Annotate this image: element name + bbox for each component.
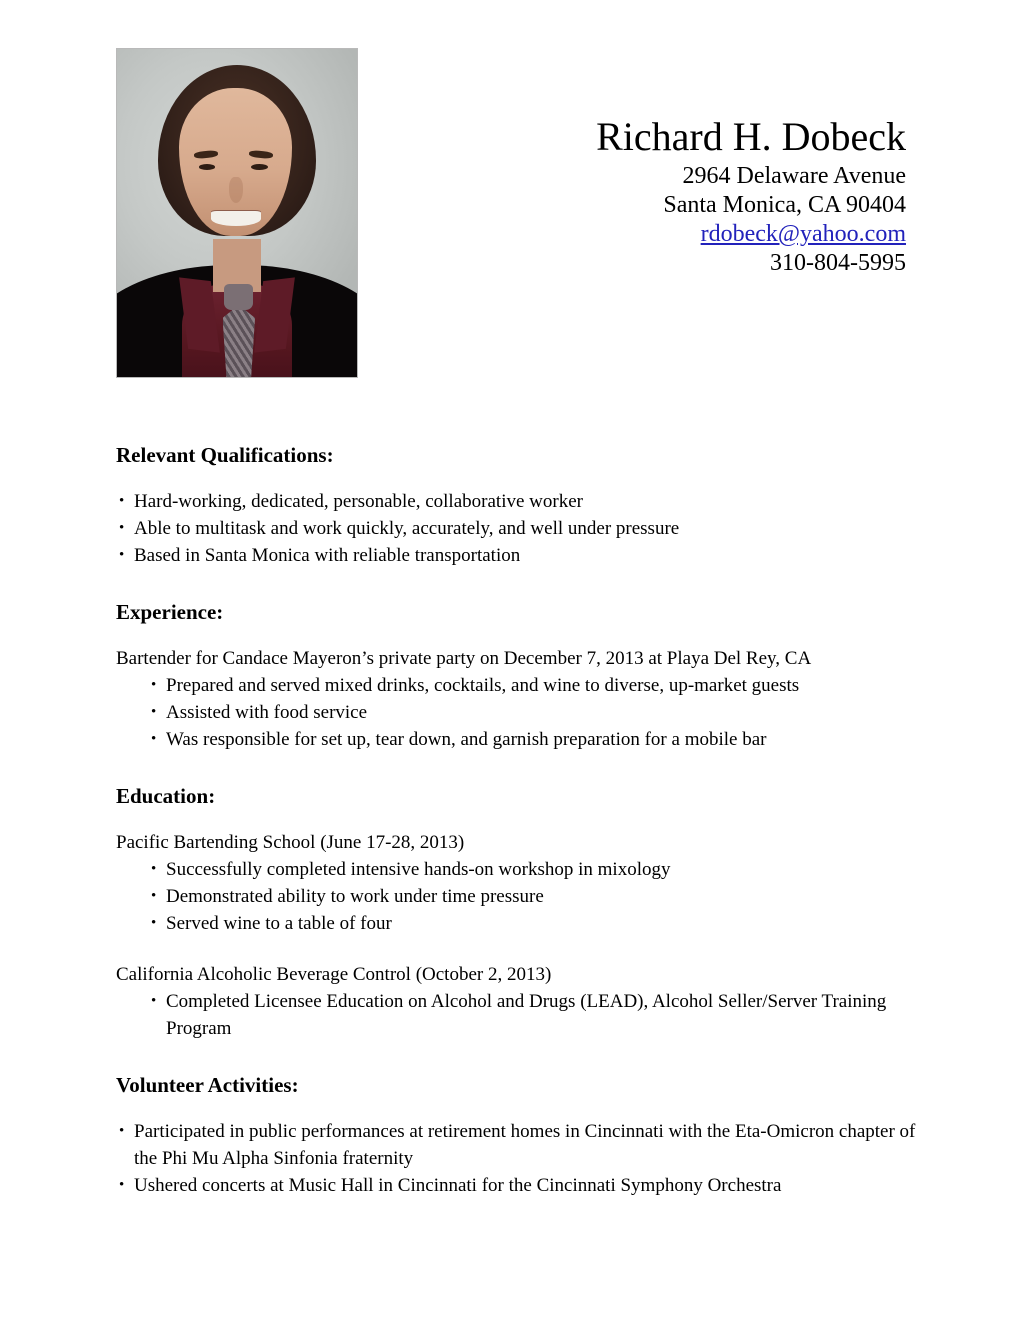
resume-body	[116, 442, 936, 1199]
list-item: • Completed Licensee Education on Alcohol and Drugs (LEAD), Alcohol Seller/Server Training Program	[116, 988, 936, 1042]
portrait-photo	[116, 48, 358, 378]
photo-smile	[211, 211, 261, 226]
phone-number: 310-804-5995	[770, 250, 906, 276]
section-experience	[116, 599, 936, 753]
section-education	[116, 783, 936, 1042]
candidate-name: Richard H. Dobeck	[596, 114, 906, 159]
education-entry-lead: Pacific Bartending School (June 17-28, 2013)	[116, 832, 465, 853]
resume-header	[0, 0, 1024, 400]
list-item: • Hard-working, dedicated, personable, collaborative worker	[116, 488, 936, 515]
experience-entry-lead: Bartender for Candace Mayeron’s private party on December 7, 2013 at Playa Del Rey, CA	[116, 648, 812, 669]
list-item: • Served wine to a table of four	[116, 910, 936, 937]
section-title-volunteer-activities: Volunteer Activities:	[116, 1073, 299, 1097]
list-item: • Assisted with food service	[116, 699, 936, 726]
list-item: • Prepared and served mixed drinks, cocktails, and wine to diverse, up-market guests	[116, 672, 936, 699]
section-title-relevant-qualifications: Relevant Qualifications:	[116, 443, 334, 467]
education-bullet-list	[116, 988, 936, 1042]
section-title-education: Education:	[116, 784, 216, 808]
list-item: • Based in Santa Monica with reliable transportation	[116, 542, 936, 569]
photo-necktie	[223, 305, 255, 377]
email-link[interactable]: rdobeck@yahoo.com	[700, 221, 906, 247]
list-item: • Participated in public performances at retirement homes in Cincinnati with the Eta-Omicron chapter of the Phi Mu Alpha Sinfonia fraternity	[116, 1118, 936, 1172]
section-volunteer-activities	[116, 1072, 936, 1199]
contact-block	[386, 112, 906, 278]
list-item: • Demonstrated ability to work under time pressure	[116, 883, 936, 910]
photo-nose	[229, 177, 243, 203]
list-item: • Ushered concerts at Music Hall in Cincinnati for the Cincinnati Symphony Orchestra	[116, 1172, 936, 1199]
list-item: • Successfully completed intensive hands-on workshop in mixology	[116, 856, 936, 883]
photo-eye-right	[251, 164, 268, 170]
photo-necktie-knot	[224, 284, 253, 310]
photo-eye-left	[199, 164, 216, 170]
experience-bullet-list	[116, 672, 936, 753]
email-line	[386, 220, 906, 249]
qualifications-list	[116, 488, 936, 569]
portrait-photo-image	[117, 49, 357, 377]
address-line-1: 2964 Delaware Avenue	[682, 163, 906, 189]
list-item: • Able to multitask and work quickly, accurately, and well under pressure	[116, 515, 936, 542]
section-title-experience: Experience:	[116, 600, 224, 624]
volunteer-list	[116, 1118, 936, 1199]
list-item: • Was responsible for set up, tear down, and garnish preparation for a mobile bar	[116, 726, 936, 753]
education-entry-lead: California Alcoholic Beverage Control (October 2, 2013)	[116, 964, 552, 985]
address-line-2: Santa Monica, CA 90404	[663, 192, 906, 218]
education-bullet-list	[116, 856, 936, 937]
section-relevant-qualifications	[116, 442, 936, 569]
